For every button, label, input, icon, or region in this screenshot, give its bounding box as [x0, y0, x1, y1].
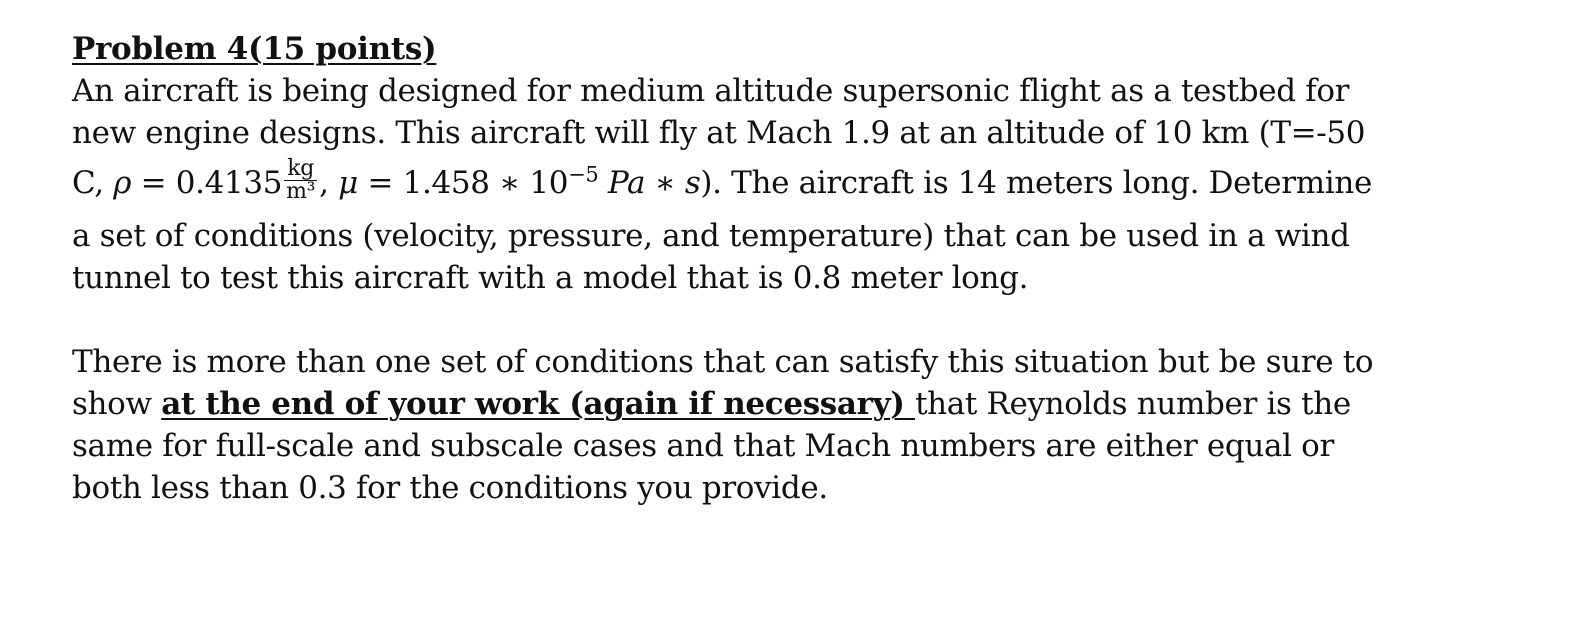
p2-line-2: [72, 383, 1492, 425]
mu-units: Pa ∗ s: [598, 165, 701, 201]
density-unit-fraction: [284, 158, 317, 203]
problem-paragraph-2: [72, 341, 1492, 509]
mu-value: 1.458 ∗ 10: [402, 165, 569, 201]
density-unit-denominator: m³: [286, 179, 316, 204]
p2-line-1: There is more than one set of conditions that can satisfy this situation but be sure to: [72, 344, 1374, 380]
density-comma: ,: [319, 165, 339, 201]
p2-line-4: both less than 0.3 for the conditions you provide.: [72, 470, 828, 506]
p1-line-3-equation: [72, 156, 1492, 207]
p2-line-2-start: show: [72, 386, 162, 422]
p1-line-2: new engine designs. This aircraft will fly at Mach 1.9 at an altitude of 10 km (T=-50: [72, 115, 1366, 151]
mu-equals: =: [357, 165, 403, 201]
p1-line-4: a set of conditions (velocity, pressure, and temperature) that can be used in a wind: [72, 218, 1350, 254]
rho-equals: =: [131, 165, 176, 201]
p1-line-5: tunnel to test this aircraft with a model that is 0.8 meter long.: [72, 260, 1029, 296]
problem-paragraph-1: [72, 70, 1492, 299]
problem-title: Problem 4(15 points): [72, 31, 437, 67]
p2-emphasis: at the end of your work (again if necessary): [161, 386, 916, 422]
p2-line-2-end: that Reynolds number is the: [915, 386, 1351, 422]
problem-document: [72, 28, 1492, 509]
mu-symbol: μ: [338, 165, 358, 201]
p2-line-3: same for full-scale and subscale cases and that Mach numbers are either equal or: [72, 428, 1334, 464]
paragraph-spacer: [72, 299, 1492, 341]
rho-symbol: ρ: [113, 165, 132, 201]
p1-line-1: An aircraft is being designed for medium altitude supersonic flight as a testbed for: [72, 73, 1350, 109]
density-unit-numerator: kg: [284, 158, 317, 181]
rho-value: 0.4135: [175, 165, 283, 201]
p1-line-3-start: C,: [72, 165, 114, 201]
mu-exponent: −5: [568, 162, 599, 187]
p1-line-3-end: ). The aircraft is 14 meters long. Determine: [700, 165, 1372, 201]
